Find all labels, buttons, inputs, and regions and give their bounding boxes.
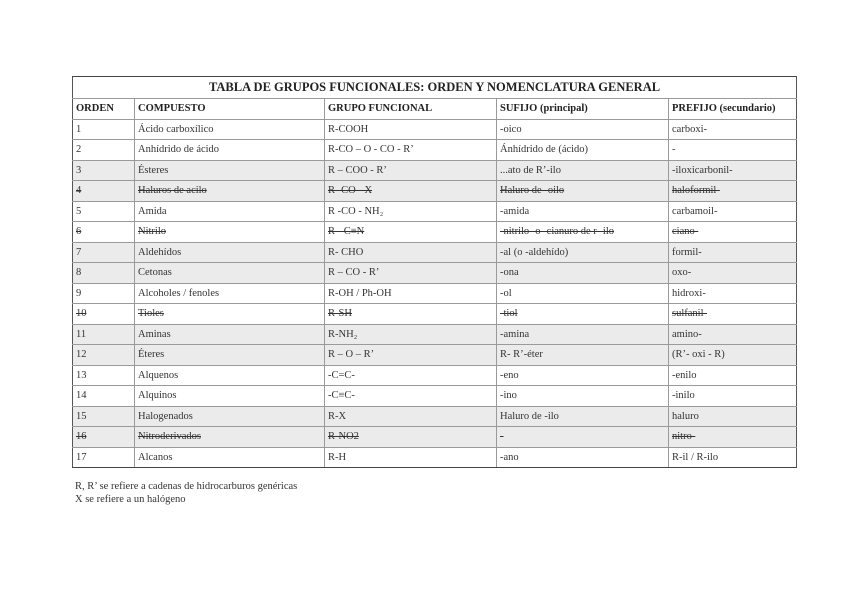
cell-grupo-funcional: R – CO - R’	[325, 263, 497, 284]
cell-orden: 6	[73, 222, 135, 243]
cell-prefijo: (R’- oxi - R)	[669, 345, 797, 366]
cell-compuesto: Nitroderivados	[135, 427, 325, 448]
cell-orden: 8	[73, 263, 135, 284]
footnote-r: R, R’ se refiere a cadenas de hidrocarburos genéricas	[75, 481, 298, 492]
cell-prefijo: -iloxicarbonil-	[669, 160, 797, 181]
cell-prefijo: -	[669, 140, 797, 161]
cell-grupo-funcional: R-NH₂	[325, 324, 497, 345]
cell-grupo-funcional: R-COOH	[325, 119, 497, 140]
table-row	[73, 222, 797, 243]
cell-compuesto: Tioles	[135, 304, 325, 325]
table-row	[73, 427, 797, 448]
cell-grupo-funcional: -C=C-	[325, 365, 497, 386]
table-row	[73, 242, 797, 263]
cell-compuesto: Halogenados	[135, 406, 325, 427]
cell-sufijo: -nitrilo -o- cianuro de r -ilo	[497, 222, 669, 243]
cell-sufijo: -amina	[497, 324, 669, 345]
cell-sufijo: -eno	[497, 365, 669, 386]
cell-compuesto: Nitrilo	[135, 222, 325, 243]
cell-prefijo: carboxi-	[669, 119, 797, 140]
cell-compuesto: Haluros de acilo	[135, 181, 325, 202]
cell-sufijo: Haluro de -oilo	[497, 181, 669, 202]
table-row	[73, 324, 797, 345]
cell-grupo-funcional: R-CO – O - CO - R’	[325, 140, 497, 161]
cell-prefijo: sulfanil-	[669, 304, 797, 325]
cell-sufijo: -ona	[497, 263, 669, 284]
cell-sufijo: R- R’-éter	[497, 345, 669, 366]
header-orden: ORDEN	[73, 99, 135, 120]
cell-grupo-funcional: R – COO - R’	[325, 160, 497, 181]
cell-prefijo: haloformil-	[669, 181, 797, 202]
functional-groups-table	[72, 76, 797, 468]
table-row	[73, 140, 797, 161]
table-row	[73, 119, 797, 140]
table-row	[73, 201, 797, 222]
table-row	[73, 181, 797, 202]
cell-orden: 14	[73, 386, 135, 407]
cell-prefijo: haluro	[669, 406, 797, 427]
cell-compuesto: Alcoholes / fenoles	[135, 283, 325, 304]
table-row	[73, 386, 797, 407]
table-title: TABLA DE GRUPOS FUNCIONALES: ORDEN Y NOMENCLATURA GENERAL	[73, 77, 797, 99]
cell-prefijo: hidroxi-	[669, 283, 797, 304]
footnote-x: X se refiere a un halógeno	[75, 494, 186, 505]
cell-compuesto: Alcanos	[135, 447, 325, 468]
cell-grupo-funcional: R-SH	[325, 304, 497, 325]
cell-grupo-funcional: R - C≡N	[325, 222, 497, 243]
cell-grupo-funcional: R-NO2	[325, 427, 497, 448]
cell-sufijo: -tiol	[497, 304, 669, 325]
cell-orden: 11	[73, 324, 135, 345]
cell-compuesto: Éteres	[135, 345, 325, 366]
cell-grupo-funcional: R- CO - X	[325, 181, 497, 202]
cell-prefijo: -inilo	[669, 386, 797, 407]
cell-compuesto: Amida	[135, 201, 325, 222]
cell-prefijo: formil-	[669, 242, 797, 263]
header-prefijo: PREFIJO (secundario)	[669, 99, 797, 120]
cell-prefijo: nitro-	[669, 427, 797, 448]
cell-compuesto: Ácido carboxílico	[135, 119, 325, 140]
cell-orden: 9	[73, 283, 135, 304]
table-row	[73, 263, 797, 284]
footnotes	[75, 480, 297, 506]
cell-sufijo: -ino	[497, 386, 669, 407]
cell-compuesto: Aldehídos	[135, 242, 325, 263]
cell-compuesto: Alquinos	[135, 386, 325, 407]
table-row	[73, 447, 797, 468]
cell-orden: 17	[73, 447, 135, 468]
cell-grupo-funcional: R- CHO	[325, 242, 497, 263]
cell-orden: 10	[73, 304, 135, 325]
table-row	[73, 365, 797, 386]
cell-orden: 15	[73, 406, 135, 427]
cell-prefijo: -enilo	[669, 365, 797, 386]
cell-orden: 3	[73, 160, 135, 181]
cell-compuesto: Cetonas	[135, 263, 325, 284]
table-row	[73, 304, 797, 325]
cell-grupo-funcional: R-X	[325, 406, 497, 427]
cell-sufijo: Ánhídrido de (ácido)	[497, 140, 669, 161]
cell-sufijo: ...ato de R’-ilo	[497, 160, 669, 181]
cell-orden: 16	[73, 427, 135, 448]
functional-groups-sheet	[72, 76, 796, 468]
table-title-row	[73, 77, 797, 99]
cell-orden: 5	[73, 201, 135, 222]
cell-sufijo: -amida	[497, 201, 669, 222]
cell-sufijo: -	[497, 427, 669, 448]
cell-sufijo: -ol	[497, 283, 669, 304]
cell-prefijo: ciano-	[669, 222, 797, 243]
cell-grupo-funcional: R -CO - NH₂	[325, 201, 497, 222]
cell-grupo-funcional: -C≡C-	[325, 386, 497, 407]
header-compuesto: COMPUESTO	[135, 99, 325, 120]
cell-orden: 2	[73, 140, 135, 161]
cell-compuesto: Anhídrido de ácido	[135, 140, 325, 161]
cell-prefijo: oxo-	[669, 263, 797, 284]
cell-prefijo: amino-	[669, 324, 797, 345]
cell-compuesto: Ésteres	[135, 160, 325, 181]
cell-grupo-funcional: R-H	[325, 447, 497, 468]
cell-orden: 1	[73, 119, 135, 140]
table-row	[73, 160, 797, 181]
cell-orden: 4	[73, 181, 135, 202]
cell-sufijo: -al (o -aldehído)	[497, 242, 669, 263]
table-row	[73, 283, 797, 304]
cell-orden: 7	[73, 242, 135, 263]
table-header-row	[73, 99, 797, 120]
cell-sufijo: Haluro de -ilo	[497, 406, 669, 427]
cell-grupo-funcional: R – O – R’	[325, 345, 497, 366]
cell-orden: 12	[73, 345, 135, 366]
cell-sufijo: -oico	[497, 119, 669, 140]
cell-grupo-funcional: R-OH / Ph-OH	[325, 283, 497, 304]
table-row	[73, 406, 797, 427]
header-grupo-funcional: GRUPO FUNCIONAL	[325, 99, 497, 120]
cell-orden: 13	[73, 365, 135, 386]
header-sufijo: SUFIJO (principal)	[497, 99, 669, 120]
cell-prefijo: carbamoil-	[669, 201, 797, 222]
cell-compuesto: Alquenos	[135, 365, 325, 386]
cell-compuesto: Aminas	[135, 324, 325, 345]
table-row	[73, 345, 797, 366]
cell-prefijo: R-il / R-ilo	[669, 447, 797, 468]
cell-sufijo: -ano	[497, 447, 669, 468]
